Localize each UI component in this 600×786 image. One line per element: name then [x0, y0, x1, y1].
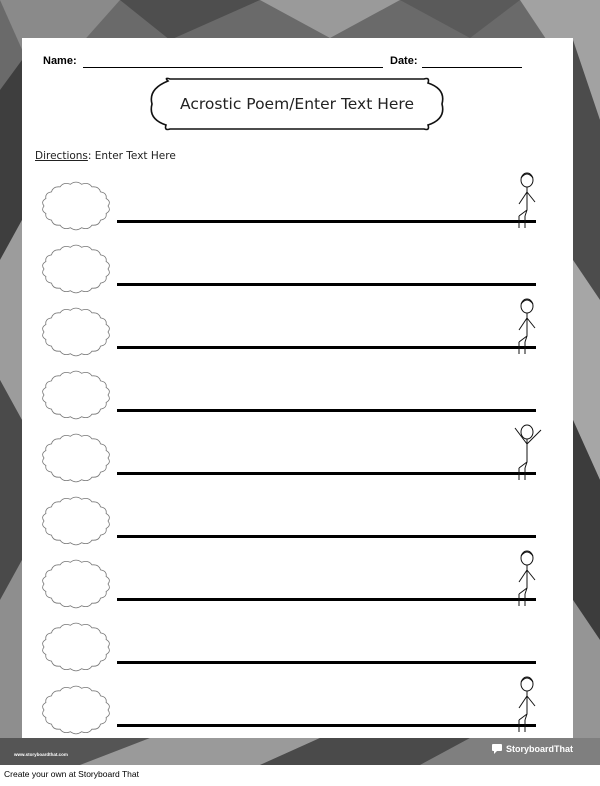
letter-cloud-bubble[interactable]: [40, 243, 112, 295]
writing-line[interactable]: [117, 220, 536, 223]
letter-cloud-bubble[interactable]: [40, 369, 112, 421]
footer-brand: [492, 742, 573, 756]
letter-cloud-bubble[interactable]: [40, 558, 112, 610]
footer-site: www.storyboardthat.com: [14, 752, 68, 757]
stick-figure-cheering-icon: [507, 422, 547, 484]
name-field[interactable]: [83, 67, 383, 68]
writing-line[interactable]: [117, 283, 536, 286]
poem-line-row: [22, 428, 573, 491]
poem-line-row: [22, 554, 573, 617]
writing-line[interactable]: [117, 661, 536, 664]
worksheet-page: [22, 38, 573, 738]
letter-cloud-bubble[interactable]: [40, 180, 112, 232]
letter-cloud-bubble[interactable]: [40, 621, 112, 673]
date-label: Date:: [390, 55, 418, 67]
directions-value[interactable]: : Enter Text Here: [87, 150, 176, 162]
writing-line[interactable]: [117, 535, 536, 538]
stick-figure-girl-sitting-icon: [507, 548, 547, 610]
letter-cloud-bubble[interactable]: [40, 432, 112, 484]
poem-line-row: [22, 239, 573, 302]
writing-line[interactable]: [117, 346, 536, 349]
poem-line-row: [22, 176, 573, 239]
poem-line-row: [22, 680, 573, 743]
letter-cloud-bubble[interactable]: [40, 684, 112, 736]
letter-cloud-bubble[interactable]: [40, 495, 112, 547]
poem-line-row: [22, 617, 573, 680]
writing-line[interactable]: [117, 598, 536, 601]
stick-figure-girl-waving-icon: [507, 296, 547, 358]
storyboardthat-logo-icon: [492, 744, 502, 754]
worksheet-title[interactable]: Acrostic Poem/Enter Text Here: [180, 95, 414, 113]
writing-line[interactable]: [117, 409, 536, 412]
credit-line[interactable]: Create your own at Storyboard That: [4, 769, 139, 779]
name-label: Name:: [43, 55, 77, 67]
writing-line[interactable]: [117, 472, 536, 475]
stick-figure-kid-sitting-icon: [507, 674, 547, 736]
directions-label: Directions: [35, 150, 88, 162]
directions-text: [35, 150, 176, 162]
poem-line-row: [22, 491, 573, 554]
poem-line-row: [22, 365, 573, 428]
stick-figure-boy-sitting-icon: [507, 170, 547, 232]
date-field[interactable]: [422, 67, 522, 68]
letter-cloud-bubble[interactable]: [40, 306, 112, 358]
brand-text: StoryboardThat: [506, 744, 574, 754]
poem-line-row: [22, 302, 573, 365]
writing-line[interactable]: [117, 724, 536, 727]
